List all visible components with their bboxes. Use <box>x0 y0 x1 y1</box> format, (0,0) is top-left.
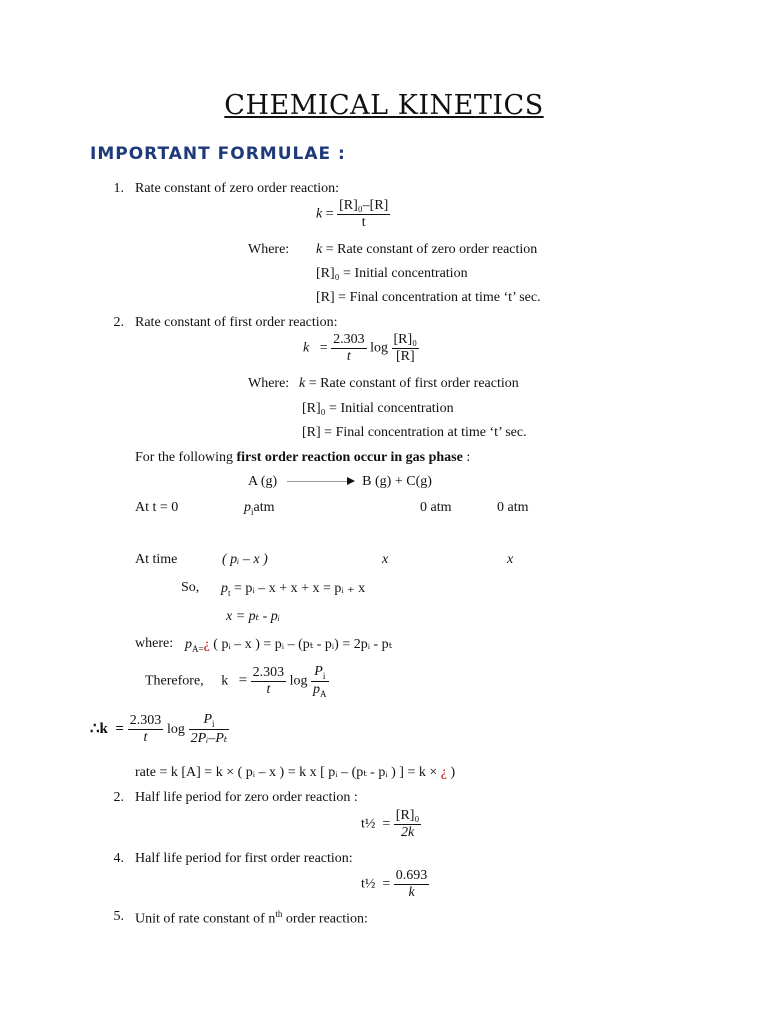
reactant: A (g) <box>248 474 278 489</box>
intro-bold: first order reaction occur in gas phase <box>236 450 463 465</box>
formula-symbol: k <box>316 206 323 222</box>
fraction <box>128 713 164 746</box>
definition-line <box>302 401 454 417</box>
formula-equals: = <box>325 206 334 222</box>
definition-line <box>302 425 527 441</box>
t0-label: At t = 0 <box>135 500 179 515</box>
definition-symbol: [R] <box>316 290 335 305</box>
therefore-label: Therefore, <box>145 673 204 689</box>
definition-line <box>299 376 519 392</box>
fraction: $\frac{P_i}{p_A}$ <box>313 664 327 699</box>
definition-text: = Final concentration at time ‘t’ sec. <box>334 290 541 305</box>
definition-symbol: [R]₀ <box>316 266 340 281</box>
fraction-numerator: 2.303 <box>333 332 365 347</box>
definition-symbol: k <box>316 242 323 257</box>
definition-line <box>316 242 537 258</box>
log-text: log <box>370 340 389 356</box>
so-equation: $p_t$ = pᵢ – x + x + x = pᵢ ₊ x <box>221 581 366 598</box>
where-label: Where: <box>248 376 290 391</box>
fraction-denominator: k <box>408 885 415 900</box>
fraction <box>394 808 422 841</box>
products: B (g) + C(g) <box>362 474 432 489</box>
fraction-numerator: P <box>314 664 323 679</box>
pa-equation: $p_{A=}¿$ ( pᵢ – x ) = pᵢ – (pₜ - pᵢ) = 2pᵢ - pₜ <box>185 637 393 654</box>
formula-equals: = <box>319 340 328 356</box>
where-label: where: <box>135 636 174 651</box>
at-time-b: x <box>382 552 389 567</box>
fraction-numerator: [R]₀–[R] <box>339 198 389 213</box>
half-life-first-formula <box>361 868 429 901</box>
definition-symbol: [R]₀ <box>302 401 326 416</box>
at-time-c: x <box>507 552 514 567</box>
fraction <box>392 332 420 365</box>
formula-lhs: t½ <box>361 876 376 892</box>
page-title: CHEMICAL KINETICS <box>224 90 544 121</box>
first-order-formula <box>303 332 419 365</box>
formula-equals: = <box>382 816 391 832</box>
rate-equation-text: rate = k [A] = k × ( pᵢ – x ) = k x [ pᵢ – (pₜ - pᵢ ) ] = k × <box>135 765 438 780</box>
fraction <box>331 332 367 365</box>
definition-text: = Initial concentration <box>339 266 468 281</box>
intro-tail: : <box>462 450 471 465</box>
where-label: Where: <box>248 242 290 257</box>
therefore-formula: Therefore, k = $\frac{2.303}{t}$ log $\frac{P_i}{p_A}$ <box>145 664 327 699</box>
fraction-denominator: p <box>313 681 321 697</box>
therefore-k: ∴k <box>90 720 108 737</box>
fraction <box>394 868 430 901</box>
log-text: log <box>289 673 308 689</box>
formula-equals: = <box>115 720 124 737</box>
fraction-denominator: 2k <box>400 825 415 840</box>
definition-symbol: [R] <box>302 425 321 440</box>
item-text: Half life period for zero order reaction : <box>135 790 358 805</box>
fraction-denominator: t <box>361 215 366 230</box>
item-number: 2. <box>113 790 124 805</box>
x-equation: x = pₜ - pᵢ <box>226 609 280 624</box>
section-heading: IMPORTANT FORMULAE : <box>90 144 346 164</box>
definition-text: = Rate constant of first order reaction <box>305 376 519 391</box>
log-text: log <box>166 721 185 737</box>
reaction-equation <box>248 474 432 490</box>
formula-symbol: k <box>303 340 310 356</box>
fraction-denominator: [R] <box>395 349 415 364</box>
item-number: 5. <box>113 909 124 924</box>
at-time-a: ( pᵢ – x ) <box>222 552 268 567</box>
item-text-tail: order reaction: <box>282 911 368 927</box>
item-text: Rate constant of first order reaction: <box>135 315 338 330</box>
item-text-main: Unit of rate constant of n <box>135 911 276 927</box>
definition-text: = Final concentration at time ‘t’ sec. <box>320 425 527 440</box>
fraction-numerator: [R]₀ <box>393 332 418 347</box>
fraction <box>337 198 390 231</box>
definition-text: = Initial concentration <box>325 401 454 416</box>
item-number: 2. <box>113 315 124 330</box>
intro-text: For the following <box>135 450 237 465</box>
item-text: Rate constant of zero order reaction: <box>135 181 340 196</box>
fraction-numerator: P <box>203 712 212 727</box>
fraction-numerator: 2.303 <box>129 712 162 728</box>
fraction-numerator: 0.693 <box>395 868 428 883</box>
so-label: So, <box>181 580 200 595</box>
unknown-glyph: ¿ <box>203 637 210 652</box>
definition-symbol: k <box>299 376 306 391</box>
t0-a: $p_iatm$ <box>244 500 275 517</box>
fraction-numerator: 2.303 <box>252 664 285 680</box>
item-number: 1. <box>113 181 124 196</box>
item-text: Half life period for first order reaction: <box>135 851 353 866</box>
formula-lhs: t½ <box>361 816 376 832</box>
t0-b: 0 atm <box>420 500 452 515</box>
definition-line <box>316 266 468 282</box>
item-number: 4. <box>113 851 124 866</box>
reaction-arrow-icon <box>287 481 353 482</box>
item-text-sup: th <box>275 909 283 919</box>
t0-c: 0 atm <box>497 500 529 515</box>
definition-line <box>316 290 541 306</box>
so-equation-text: = pᵢ – x + x + x = pᵢ ₊ x <box>234 581 366 596</box>
fraction-denominator: t <box>143 729 148 745</box>
zero-order-formula <box>316 198 390 231</box>
rate-tail: ) <box>446 765 456 780</box>
item-text <box>135 909 368 928</box>
t0-a-unit: atm <box>253 500 275 515</box>
fraction-denominator: t <box>346 349 351 364</box>
formula-equals: = <box>382 876 391 892</box>
final-formula <box>90 712 229 747</box>
fraction: $\frac{P_i}{\text{2Pᵢ–Pₜ}}$ <box>190 712 228 746</box>
fraction <box>251 665 287 698</box>
gas-phase-intro <box>135 450 470 466</box>
pa-equation-text: ( pᵢ – x ) = pᵢ – (pₜ - pᵢ) = 2pᵢ - pₜ <box>213 637 393 652</box>
fraction-denominator: t <box>266 681 271 697</box>
half-life-zero-formula <box>361 808 421 841</box>
rate-equation <box>135 764 455 781</box>
fraction-denominator: 2Pᵢ–Pₜ <box>190 730 228 746</box>
formula-symbol: k <box>221 673 229 689</box>
definition-text: = Rate constant of zero order reaction <box>322 242 538 257</box>
at-time-label: At time <box>135 552 178 567</box>
unknown-glyph: ¿ <box>440 765 447 780</box>
fraction-numerator: [R]₀ <box>395 808 420 823</box>
